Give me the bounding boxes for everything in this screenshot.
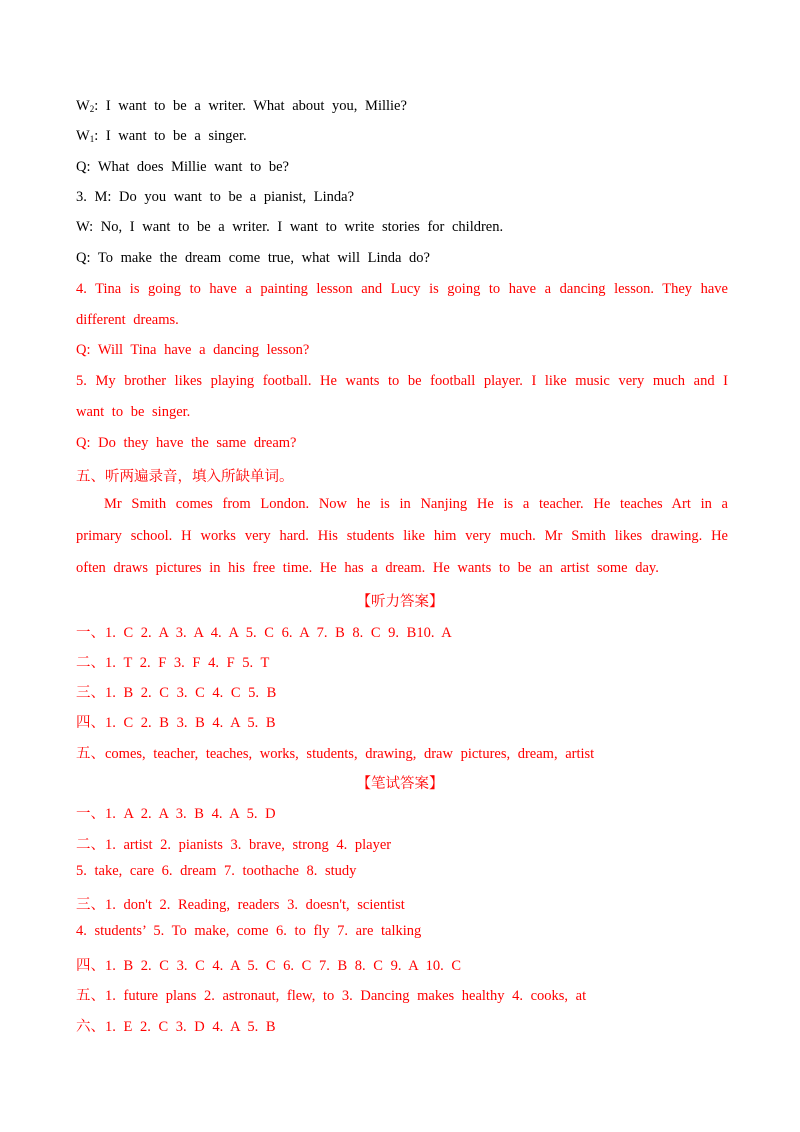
written-answer-line: 4. students’ 5. To make, come 6. to fly 7. are talking <box>76 923 422 939</box>
passage-line-1: Mr Smith comes from London. Now he is in Nanjing He is a teacher. He teaches Art in a <box>104 496 728 512</box>
dialogue-line-3-m: 3. M: Do you want to be a pianist, Linda? <box>76 189 355 205</box>
section-5-heading: 五、听两遍录音，填入所缺单词。 <box>76 469 294 485</box>
dialogue-line-w1 <box>76 128 247 145</box>
question-line-2: Q: What does Millie want to be? <box>76 159 289 175</box>
dialogue-text: : I want to be a singer. <box>94 128 247 144</box>
written-answer-line: 一、1. A 2. A 3. B 4. A 5. D <box>76 806 276 822</box>
item-5-line-1: 5. My brother likes playing football. He wants to be football player. I like music very much and I <box>76 373 728 389</box>
dialogue-text: : I want to be a writer. What about you, Millie? <box>94 98 407 114</box>
written-answer-line: 5. take, care 6. dream 7. toothache 8. study <box>76 863 357 879</box>
item-4-line-1: 4. Tina is going to have a painting lesson and Lucy is going to have a dancing lesson. They have <box>76 281 728 297</box>
listening-answer-line: 三、1. B 2. C 3. C 4. C 5. B <box>76 685 277 701</box>
speaker-label: W <box>76 128 90 144</box>
question-line-4: Q: Will Tina have a dancing lesson? <box>76 342 310 358</box>
listening-answer-line: 二、1. T 2. F 3. F 4. F 5. T <box>76 655 270 671</box>
dialogue-line-3-w: W: No, I want to be a writer. I want to write stories for children. <box>76 219 504 235</box>
written-answer-line: 五、1. future plans 2. astronaut, flew, to 3. Dancing makes healthy 4. cooks, at <box>76 988 587 1004</box>
written-answer-line: 六、1. E 2. C 3. D 4. A 5. B <box>76 1019 276 1035</box>
passage-line-2: primary school. H works very hard. His students like him very much. Mr Smith likes drawing. He <box>76 528 728 544</box>
speaker-subscript: 1 <box>89 134 95 144</box>
item-4-line-2: different dreams. <box>76 312 179 328</box>
speaker-label: W <box>76 98 90 114</box>
written-answer-line: 二、1. artist 2. pianists 3. brave, strong 4. player <box>76 837 392 853</box>
dialogue-line-w2 <box>76 98 407 115</box>
passage-line-3: often draws pictures in his free time. He has a dream. He wants to be an artist some day. <box>76 560 659 576</box>
question-line-3: Q: To make the dream come true, what will Linda do? <box>76 250 430 266</box>
question-line-5: Q: Do they have the same dream? <box>76 435 297 451</box>
written-answer-line: 四、1. B 2. C 3. C 4. A 5. C 6. C 7. B 8. C 9. A 10. C <box>76 958 461 974</box>
listening-answers-title: 【听力答案】 <box>356 594 444 610</box>
written-answers-title: 【笔试答案】 <box>356 776 444 792</box>
listening-answer-line: 一、1. C 2. A 3. A 4. A 5. C 6. A 7. B 8. C 9. B10. A <box>76 625 452 641</box>
written-answer-line: 三、1. don't 2. Reading, readers 3. doesn't, scientist <box>76 897 405 913</box>
speaker-subscript: 2 <box>89 104 95 114</box>
listening-answer-line: 五、comes, teacher, teaches, works, students, drawing, draw pictures, dream, artist <box>76 746 595 762</box>
listening-answer-line: 四、1. C 2. B 3. B 4. A 5. B <box>76 715 276 731</box>
item-5-line-2: want to be singer. <box>76 404 191 420</box>
